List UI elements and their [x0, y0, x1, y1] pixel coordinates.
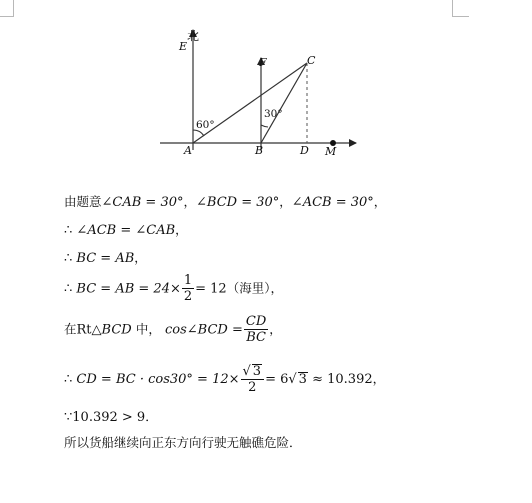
solution-line-1	[64, 193, 386, 212]
solution-line-6	[64, 364, 385, 395]
line4-result: = 12	[195, 281, 227, 297]
line1-term1: ∠CAB = 30°	[101, 195, 184, 210]
line5-triangle: BCD	[101, 322, 132, 338]
line1-sep2: ，	[279, 194, 292, 209]
therefore-symbol: ∴	[64, 372, 73, 387]
line6-eq: = 6	[265, 372, 289, 387]
line1-sep1: ，	[183, 194, 197, 209]
solution-conclusion: 所以货船继续向正东方向行驶无触礁危险．	[64, 435, 302, 450]
line5-prefix: 在	[64, 321, 77, 337]
line3-expression: BC = AB	[76, 251, 135, 266]
line7-end: ．	[145, 409, 158, 424]
label-angle-b: 30°	[264, 108, 283, 120]
because-symbol: ∵	[64, 410, 73, 425]
line2-expression: ∠ACB = ∠CAB	[76, 223, 176, 238]
line5-cos: cos∠BCD =	[165, 322, 243, 338]
sqrt-radicand: 3	[252, 364, 262, 379]
label-angle-a: 60°	[196, 119, 215, 131]
sqrt-radicand: 3	[298, 372, 307, 387]
segment-ac	[193, 63, 307, 143]
label-a: A	[184, 144, 192, 157]
label-c: C	[307, 54, 316, 67]
solution-line-3	[64, 249, 147, 268]
fraction-numerator: 1	[183, 273, 193, 288]
line1-prefix: 由题意	[64, 194, 102, 209]
fraction-denominator: 2	[248, 380, 257, 395]
solution-line-2	[64, 221, 188, 240]
sqrt-sign: √	[242, 364, 251, 379]
label-e: E	[179, 40, 188, 53]
line4-expression: BC = AB = 24×	[76, 281, 181, 297]
line2-end: ，	[175, 222, 188, 237]
line1-end: ，	[373, 194, 387, 209]
fraction-cd-over-bc	[244, 315, 268, 345]
line6-end: ，	[372, 371, 386, 386]
fraction-one-half	[182, 274, 194, 304]
line6-expression: CD = BC · cos30° = 12×	[76, 372, 240, 387]
line6-approx: ≈ 10.392	[312, 372, 373, 387]
segment-bc	[261, 63, 307, 143]
line5-end: ，	[269, 321, 282, 337]
label-f: F	[259, 56, 267, 69]
geometry-figure	[0, 0, 532, 200]
therefore-symbol: ∴	[64, 223, 73, 238]
line1-term2: ∠BCD = 30°	[196, 195, 280, 210]
therefore-symbol: ∴	[64, 281, 73, 297]
line1-term3: ∠ACB = 30°	[291, 195, 374, 210]
line5-mid: 中，	[135, 321, 161, 337]
line7-expression: 10.392 > 9	[72, 410, 146, 425]
label-m: M	[325, 145, 337, 158]
solution-line-4	[64, 274, 283, 304]
fraction-root3-over-2	[241, 364, 265, 395]
solution-line-7	[64, 408, 158, 427]
fraction-denominator: 2	[183, 289, 193, 304]
line4-unit: （海里）	[226, 280, 271, 296]
label-d: D	[300, 144, 309, 157]
angle-arc-b	[261, 125, 268, 127]
therefore-symbol: ∴	[64, 251, 73, 266]
line4-end: ，	[270, 280, 283, 296]
solution-line-5	[64, 315, 282, 345]
label-b: B	[255, 144, 264, 157]
fraction-numerator: CD	[245, 314, 267, 329]
fraction-numerator	[241, 364, 265, 380]
fraction-denominator: BC	[246, 330, 266, 345]
line5-rt: Rt△	[76, 322, 102, 338]
line3-end: ，	[134, 250, 147, 265]
label-north: 北	[187, 29, 200, 43]
sqrt-sign: √	[288, 372, 297, 387]
